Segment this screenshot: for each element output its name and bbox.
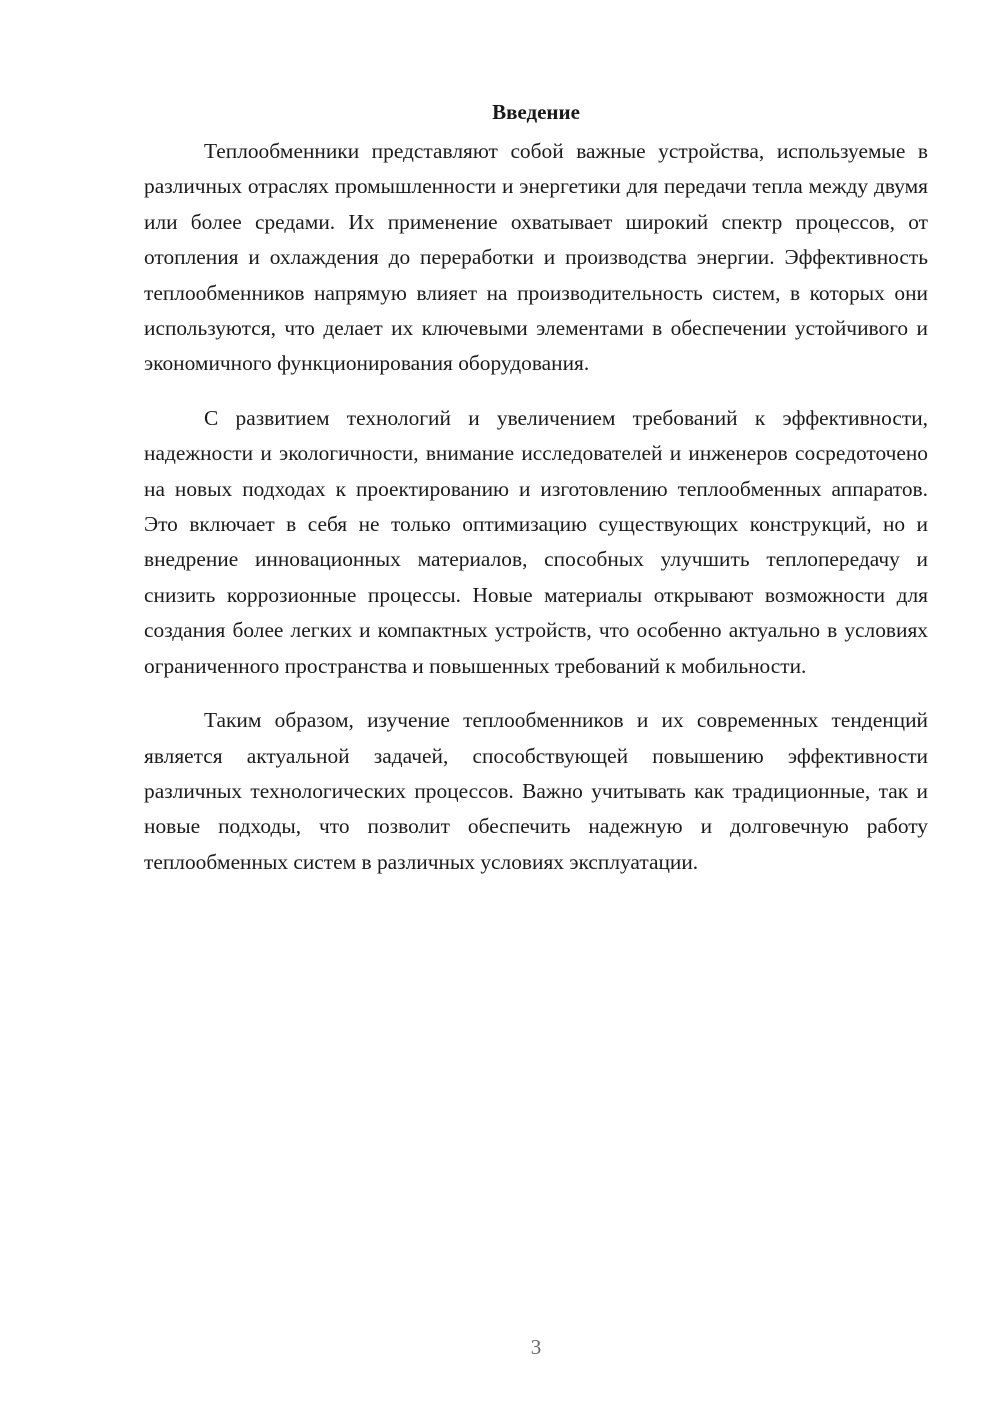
paragraph-2: С развитием технологий и увеличением требований к эффективности, надежности и экологичности, внимание исследователей и инженеров сосредоточено на новых подходах к проектированию и изготовлению теплообменных аппаратов. Это включает в себя не только оптимизацию существующих конструкций, но и внедрение инновационных материалов, способных улучшить теплопередачу и снизить коррозионные процессы. Новые материалы открывают возможности для создания более легких и компактных устройств, что особенно актуально в условиях ограниченного пространства и повышенных требований к мобильности.: [144, 405, 928, 678]
paragraph-3: Таким образом, изучение теплообменников и их современных тенденций является актуальной задачей, способствующей повышению эффективности различных технологических процессов. Важно учитывать как традиционные, так и новые подходы, что позволит обеспечить надежную и долговечную работу теплообменных систем в различных условиях эксплуатации.: [144, 708, 928, 874]
section-heading: Введение: [492, 100, 580, 124]
page-number: 3: [530, 1335, 542, 1359]
paragraph-1: Теплообменники представляют собой важные устройства, используемые в различных отраслях промышленности и энергетики для передачи тепла между двумя или более средами. Их применение охватывает широкий спектр процессов, от отопления и охлаждения до переработки и производства энергии. Эффективность теплообменников напрямую влияет на производительность систем, в которых они используются, что делает их ключевыми элементами в обеспечении устойчивого и экономичного функционирования оборудования.: [144, 139, 928, 376]
page-content: [144, 96, 928, 880]
